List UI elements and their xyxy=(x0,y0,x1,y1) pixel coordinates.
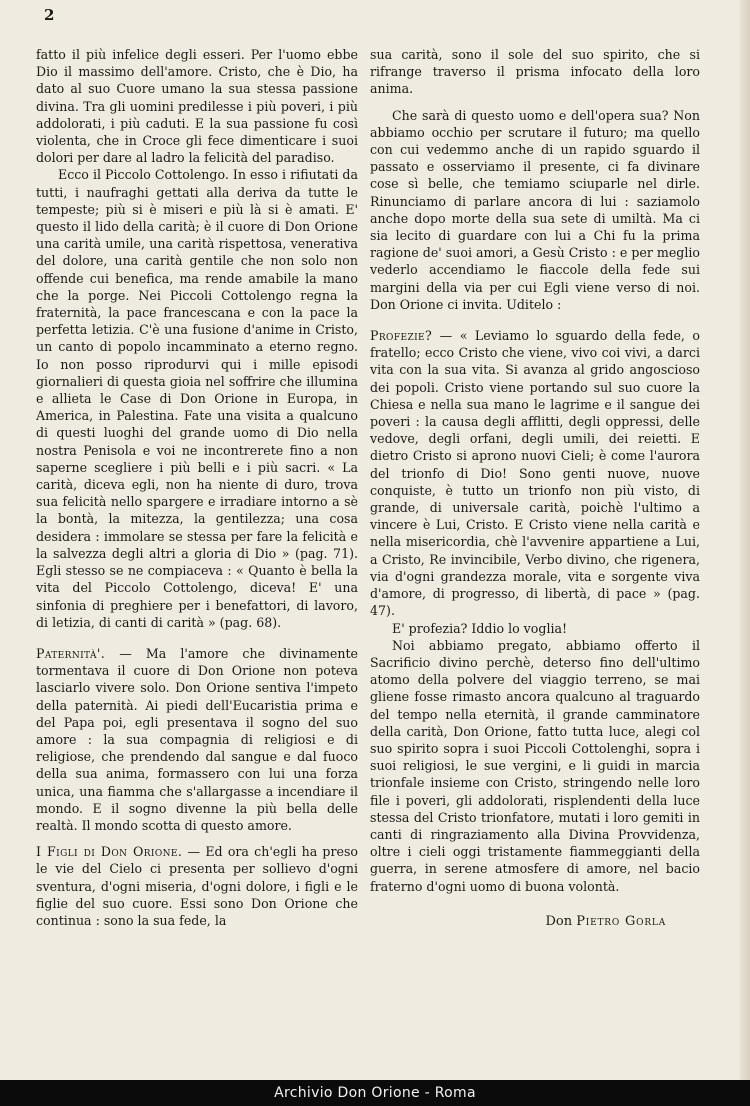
paragraph: fatto il più infelice degli esseri. Per l'uomo ebbe Dio il massimo dell'amore. Cristo, che è Dio, ha dato al suo Cuore umano la sua stessa passione divina. Tra gli uomini predilesse i più poveri, i più addolorati, i più caduti. E la sua passione fu così violenta, che in Croce gli fece dimenticare i suoi dolori per dare al ladro la felicità del paradiso. xyxy=(36,47,358,166)
signature-title: Don xyxy=(545,913,573,929)
section-figli xyxy=(36,843,358,929)
signature-name: Pietro Gorla xyxy=(576,913,666,929)
right-column xyxy=(370,46,700,930)
paragraph: E' profezia? Iddio lo voglia! xyxy=(392,620,568,636)
page-number: 2 xyxy=(44,6,55,24)
section-body: — « Leviamo lo sguardo della fede, o fratello; ecco Cristo che viene, vivo coi vivi, a darci vita con la sua vita. Si avanza al grido angoscioso dei popoli. Cristo viene portando sul suo cuore la Chiesa e nella sua mano le lagrime e il sangue dei poveri : la causa degli afflitti, degli oppressi, delle vedove, degli orfani, degli umili, dei reietti. E dietro Cristo si aprono nuovi Cieli; è come l'aurora del trionfo di Dio! Sono genti nuove, nuove conquiste, è tutto un trionfo non più visto, di grande, di universale carità, poichè l'ultimo a vincere è Lui, Cristo. E Cristo viene nella carità e nella misericordia, chè l'avvenire appartiene a Lui, a Cristo, Re invincibile, Verbo divino, che rigenera, via d'ogni grandezza morale, vita e sorgente viva d'amore, di progresso, di libertà, di pace » (pag. 47). xyxy=(370,328,700,619)
paragraph: Noi abbiamo pregato, abbiamo offerto il Sacrificio divino perchè, deterso fino dell'ultimo atomo della polvere del viaggio terreno, se mai gliene fosse rimasto ancora qualcuno al traguardo del tempo nella eternità, il grande camminatore della carità, Don Orione, fatto tutta luce, alegi col suo spirito sopra i suoi Piccoli Cottolenghi, sopra i suoi religiosi, le sue vergini, e li guidi in marcia trionfale insieme con Cristo, stringendo nelle loro file i poveri, gli addolorati, risplendenti della luce stessa del Cristo trionfatore, mutati i loro gemiti in canti di ringraziamento alla Divina Provvidenza, oltre i cieli oggi tristamente fiammeggianti della guerra, in serene atmosfere di amore, nel bacio fraterno d'ogni uomo di buona volontà. xyxy=(370,637,700,894)
section-paternita xyxy=(36,645,358,834)
paragraph: Che sarà di questo uomo e dell'opera sua? Non abbiamo occhio per scrutare il futuro; ma quello con cui vedemmo anche di un rapido sguardo il passato e osserviamo il presente, ci fa divinare cose sì belle, che temiamo sciuparle nel dirle. Rinunciamo di parlare ancora di lui : saziamolo anche dopo morte della sua sete di umiltà. Ma ci sia lecito di guardare con lui a Chi fu la prima ragione de' suoi amori, a Gesù Cristo : e per meglio vederlo accendiamo le fiaccole della fede sui margini della via per cui Egli viene verso di noi. Don Orione ci invita. Uditelo : xyxy=(370,107,700,312)
left-column xyxy=(36,46,358,929)
paragraph: Ecco il Piccolo Cottolengo. In esso i rifiutati da tutti, i naufraghi gettati alla deriva da tutte le tempeste; più si è miseri e più là si è amati. E' questo il lido della carità; è il cuore di Don Orione una carità umile, una carità rispettosa, venerativa del dolore, una carità gentile che non solo non offende cui benefica, ma rende amabile la mano che la porge. Nei Piccoli Cottolengo regna la fraternità, la pace francescana e con la pace la perfetta letizia. C'è una fusione d'anime in Cristo, un canto di popolo incamminato a eterno regno. Io non posso riprodurvi qui i mille episodi giornalieri di questa gioia nel soffrire che illumina e allieta le Case di Don Orione in Europa, in America, in Palestina. Fate una visita a qualcuno di questi luoghi del grande uomo di Dio nella nostra Penisola e voi ne incontrerete fino a non saperne scegliere i più belli e i più sacri. « La carità, diceva egli, non ha niente di duro, trova sua felicità nello spargere e irradiare intorno a sè la bontà, la mitezza, la gentilezza; una cosa desidera : immolare se stessa per fare la felicità e la salvezza degli altri a gloria di Dio » (pag. 71). Egli stesso se ne compiaceva : « Quanto è bella la vita del Piccolo Cottolengo, diceva! E' una sinfonia di preghiere per i benefattori, di lavoro, di letizia, di canti di carità » (pag. 68). xyxy=(36,167,358,630)
section-heading: Paternità'. xyxy=(36,645,106,661)
section-body: — Ma l'amore che divinamente tormentava il cuore di Don Orione non poteva lasciarlo vivere solo. Don Orione sentiva l'impeto della paternità. Ai piedi dell'Eucaristia prima e del Papa poi, egli presentava il sogno del suo amore : la sua compagnia di religiosi e di religiose, che prendendo dal sangue e dal fuoco della sua anima, formassero con lui una forza unica, una fiamma che s'allargasse a incendiare il mondo. E il sogno divenne la più bella delle realtà. Il mondo scotta di questo amore. xyxy=(36,645,358,833)
archive-footer: Archivio Don Orione - Roma xyxy=(0,1080,750,1106)
author-signature xyxy=(370,913,700,930)
section-heading: I Figli di Don Orione. xyxy=(36,844,183,860)
section-heading: Profezie? xyxy=(370,328,433,344)
section-body: — Ed ora ch'egli ha preso le vie del Cielo ci presenta per sollievo d'ogni sventura, d'ogni miseria, d'ogni dolore, i figli e le figlie del suo cuore. Essi sono Don Orione che continua : sono la sua fede, la xyxy=(36,844,359,928)
section-profezie xyxy=(370,327,700,619)
page-edge-shadow xyxy=(740,0,750,1080)
paragraph: sua carità, sono il sole del suo spirito, che si rifrange traverso il prisma infocato della loro anima. xyxy=(370,47,700,97)
